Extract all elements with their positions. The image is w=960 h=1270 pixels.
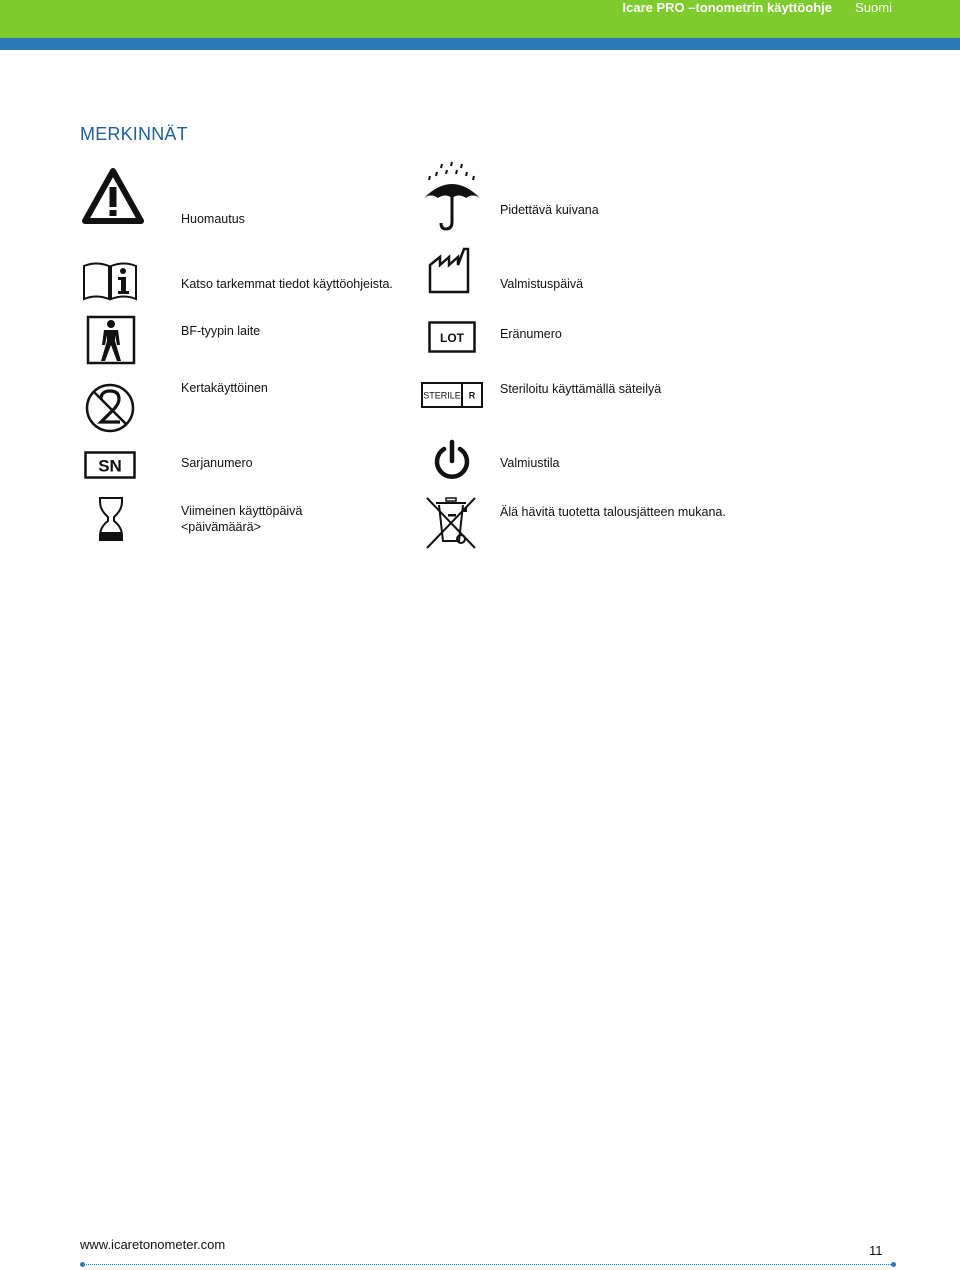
lot-text: LOT [440,331,464,345]
footer-divider-end [891,1262,896,1267]
symbol-label: Valmistuspäivä [500,277,584,291]
symbol-label: Kertakäyttöinen [181,381,268,395]
hourglass-icon [98,496,124,542]
sterile-r-text: R [468,390,476,401]
symbol-label: Sarjanumero [181,456,253,470]
footer-divider-end [80,1262,85,1267]
sterile-text: STERILE [423,390,461,401]
sn-text: SN [98,456,122,476]
instructions-book-icon [82,261,138,301]
header-accent-stripe [0,38,960,50]
factory-manufacture-icon [427,245,473,295]
standby-power-icon [433,439,471,481]
symbol-label: Valmiustila [500,456,560,470]
single-use-icon [84,382,136,434]
footer-website: www.icaretonometer.com [80,1237,226,1252]
symbol-label: Älä hävitä tuotetta talousjätteen mukana. [500,505,726,519]
page-number: 11 [869,1243,883,1258]
symbol-label: Pidettävä kuivana [500,203,599,217]
symbol-label: Huomautus [181,212,245,226]
crossed-bin-icon [424,495,478,551]
symbol-label: BF-tyypin laite [181,324,261,338]
section-title: MERKINNÄT [80,124,188,144]
symbol-label-line1: Viimeinen käyttöpäivä [181,504,303,518]
symbol-label: Katso tarkemmat tiedot käyttöohjeista. [181,277,393,291]
sterile-r-icon [421,382,483,408]
language-label: Suomi [855,0,892,15]
document-title: Icare PRO –tonometrin käyttöohje [622,0,832,15]
warning-triangle-icon [82,168,144,224]
serial-number-icon [84,451,136,479]
footer-divider [82,1264,895,1265]
symbol-label: Eränumero [500,327,562,341]
bf-type-body-icon [86,315,136,365]
symbol-label-line2: <päivämäärä> [181,520,261,534]
umbrella-rain-icon [422,160,482,232]
lot-box-icon [428,321,476,353]
symbol-label: Steriloitu käyttämällä säteilyä [500,382,662,396]
